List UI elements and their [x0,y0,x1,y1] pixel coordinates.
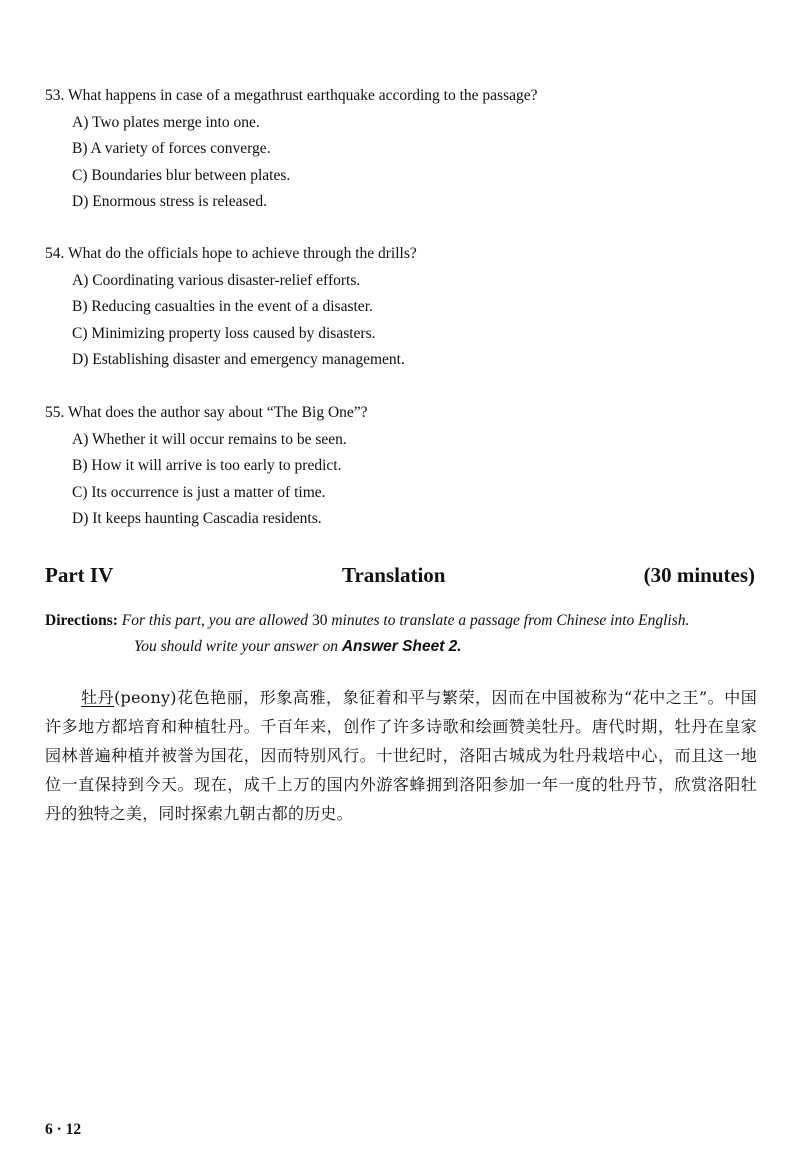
directions-text-1a: For this part, you are allowed [121,612,312,629]
directions [45,608,765,660]
passage-underlined-term: 牡丹 [81,688,115,707]
part-title: Translation [342,563,446,587]
directions-minutes: 30 [311,612,328,629]
passage-text: (peony)花色艳丽，形象高雅，象征着和平与繁荣，因而在中国被称为“花中之王”。中国许多地方都培育和种植牡丹。千百年来，创作了许多诗歌和绘画赞美牡丹。唐代时期，牡丹在皇家园林普遍种植并被誉为国花，因而特别风行。十世纪时，洛阳古城成为牡丹栽培中心，而且这一地位一直保持到今天。现在，成千上万的国内外游客蜂拥到洛阳参加一年一度的牡丹节，欣赏洛阳牡丹的独特之美，同时探索九朝古都的历史。 [45,688,757,823]
question-stem: 53. What happens in case of a megathrust earthquake according to the passage? [45,87,538,104]
directions-text-1b: minutes to translate a passage from Chinese into English. [327,612,690,629]
option-a: A) Whether it will occur remains to be seen. [72,430,347,448]
part-label: Part IV [45,563,114,587]
part-header [45,558,755,592]
option-b: B) A variety of forces converge. [72,140,271,157]
option-d: D) Enormous stress is released. [72,193,267,210]
option-a: A) Two plates merge into one. [72,113,260,131]
question-stem: 55. What does the author say about “The Big One”? [45,404,368,421]
option-b: B) How it will arrive is too early to predict. [72,457,342,474]
directions-line-1 [45,608,765,634]
answer-sheet-label: Answer Sheet 2. [341,638,462,655]
option-c: C) Boundaries blur between plates. [72,166,291,184]
page-number: 6 · 12 [45,1121,82,1138]
option-c: C) Minimizing property loss caused by disasters. [72,324,376,342]
option-d: D) It keeps haunting Cascadia residents. [72,510,322,527]
option-a: A) Coordinating various disaster-relief efforts. [72,271,361,289]
question-stem: 54. What do the officials hope to achieve through the drills? [45,245,417,262]
translation-passage [45,683,757,828]
question-53 [45,83,765,216]
question-55 [45,400,765,533]
question-54 [45,241,765,374]
directions-label: Directions: [45,612,118,629]
option-d: D) Establishing disaster and emergency management. [72,351,405,368]
directions-line-2 [45,634,765,660]
option-c: C) Its occurrence is just a matter of time. [72,483,326,501]
option-b: B) Reducing casualties in the event of a disaster. [72,298,373,315]
part-time: (30 minutes) [643,563,755,587]
directions-text-2: You should write your answer on [134,638,342,655]
